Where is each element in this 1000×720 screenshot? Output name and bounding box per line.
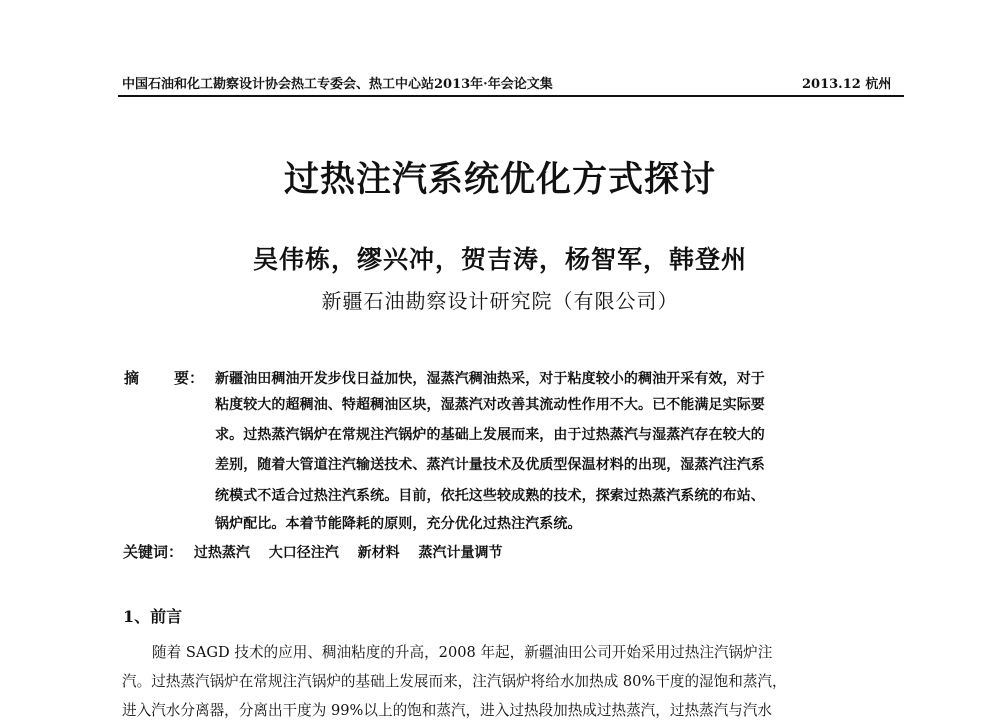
keywords-label: 关键词： xyxy=(123,543,184,561)
abstract-label-second-char: 要： xyxy=(174,369,205,387)
abstract-label-first-char: 摘 xyxy=(124,369,140,387)
body-text-line: 进入汽水分离器，分离出干度为 99%以上的饱和蒸汽，进入过热段加热成过热蒸汽，过热蒸汽与汽水 xyxy=(122,702,773,719)
paper-affiliation: 新疆石油勘察设计研究院（有限公司） xyxy=(321,289,679,313)
paper-authors: 吴伟栋，缪兴冲，贺吉涛，杨智军，韩登州 xyxy=(252,245,747,274)
keywords xyxy=(123,541,517,562)
abstract-line: 求。过热蒸汽锅炉在常规注汽锅炉的基础上发展而来，由于过热蒸汽与湿蒸汽存在较大的 xyxy=(215,427,765,443)
keyword: 大口径注汽 xyxy=(268,545,339,561)
abstract-line: 新疆油田稠油开发步伐日益加快，湿蒸汽稠油热采，对于粘度较小的稠油开采有效，对于 xyxy=(215,371,765,387)
abstract-line: 锅炉配比。本着节能降耗的原则，充分优化过热注汽系统。 xyxy=(215,516,582,532)
section-heading-introduction: 1、前言 xyxy=(123,607,183,626)
paper-title: 过热注汽系统优化方式探讨 xyxy=(283,159,716,200)
abstract-line: 差别，随着大管道注汽输送技术、蒸汽计量技术及优质型保温材料的出现，湿蒸汽注汽系 xyxy=(215,457,765,473)
abstract-line: 粘度较大的超稠油、特超稠油区块，湿蒸汽对改善其流动性作用不大。已不能满足实际要 xyxy=(215,397,765,413)
keyword: 新材料 xyxy=(357,545,400,561)
abstract-line: 统模式不适合过热注汽系统。目前，依托这些较成熟的技术，探索过热蒸汽系统的布站、 xyxy=(215,488,765,504)
body-text-line: 汽。过热蒸汽锅炉在常规注汽锅炉的基础上发展而来，注汽锅炉将给水加热成 80%干度的湿饱和蒸汽， xyxy=(122,673,787,690)
header-divider xyxy=(118,95,904,97)
keyword: 蒸汽计量调节 xyxy=(418,545,503,561)
body-text-line: 随着 SAGD 技术的应用、稠油粘度的升高，2008 年起，新疆油田公司开始采用过热注汽锅炉注 xyxy=(152,644,773,661)
running-header-date-place: 2013.12 杭州 xyxy=(802,77,892,92)
running-header-journal: 中国石油和化工勘察设计协会热工专委会、热工中心站2013年·年会论文集 xyxy=(122,77,553,92)
keyword: 过热蒸汽 xyxy=(193,545,250,561)
